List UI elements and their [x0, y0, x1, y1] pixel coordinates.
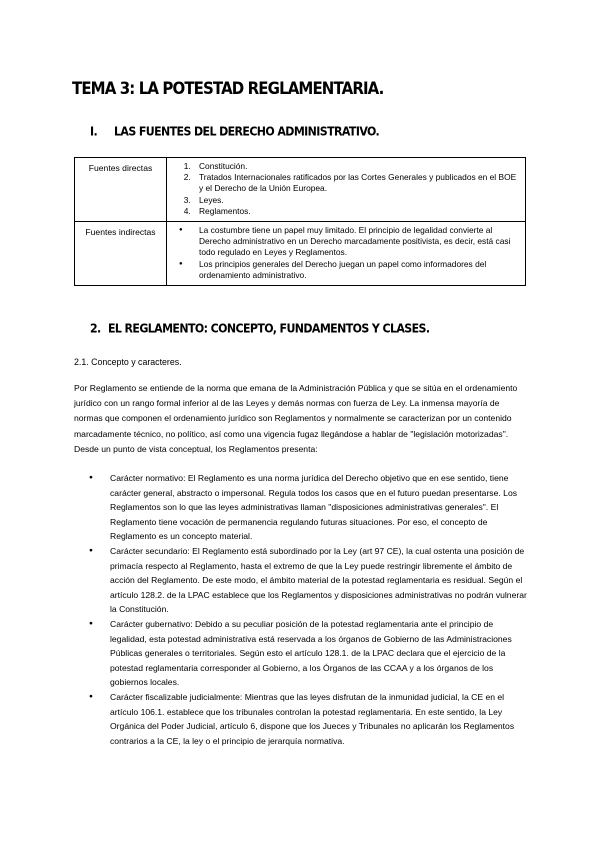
list-item: ● Carácter normativo: El Reglamento es una norma jurídica del Derecho objetivo que en ese sentido, tiene carácter general, abstracto o impersonal. Regula todos los casos que en el futuro puedan presentarse. Los Reglamentos son lo que las leyes administrativas llaman "disposiciones administrativas generales". El Reglamento tiene vocación de permanencia regulando futuras situaciones. Por eso, el concepto de Reglamento es un concepto material. [74, 471, 529, 544]
subsection-heading: 2.1. Concepto y caracteres. [74, 357, 182, 367]
row-label: Fuentes directas [75, 158, 167, 222]
table-row [75, 158, 526, 222]
section-2-number: 2. [90, 321, 101, 336]
list-item: ● Carácter fiscalizable judicialmente: Mientras que las leyes disfrutan de la inmunidad judicial, la CE en el artículo 106.1. establece que los tribunales controlan la potestad reglamentaria. En este sentido, la Ley Orgánica del Poder Judicial, artículo 6, dispone que los Jueces y Tribunales no aplicarán los Reglamentos contrarios a la CE, la ley o el principio de jerarquía normativa. [74, 690, 529, 748]
row-label: Fuentes indirectas [75, 222, 167, 286]
document-title: TEMA 3: LA POTESTAD REGLAMENTARIA. [72, 78, 384, 99]
direct-sources-list [173, 161, 519, 217]
list-item: 4. Reglamentos. [193, 206, 519, 217]
section-1-title: LAS FUENTES DEL DERECHO ADMINISTRATIVO. [114, 124, 380, 139]
row-content [167, 222, 526, 286]
section-1-number: I. [90, 124, 98, 139]
section-2-title: EL REGLAMENTO: CONCEPTO, FUNDAMENTOS Y CLASES. [108, 321, 430, 336]
table-row [75, 222, 526, 286]
characteristics-list [74, 471, 529, 748]
list-item: ● La costumbre tiene un papel muy limitado. El principio de legalidad convierte al Derecho administrativo en un Derecho marcadamente positivista, es decir, está casi todo regulado en Leyes y Reglamentos. [193, 225, 519, 259]
row-content [167, 158, 526, 222]
indirect-sources-list [173, 225, 519, 281]
sources-table [74, 157, 526, 286]
list-item: ● Carácter gubernativo: Debido a su peculiar posición de la potestad reglamentaria ante el principio de legalidad, esta potestad administrativa está reservada a los órganos de Gobierno de las Administraciones Públicas generales o territoriales. Según esto el artículo 128.1. de la LPAC declara que el ejercicio de la potestad reglamentaria corresponder al Gobierno, a los Órganos de las CCAA y a los órganos de los gobiernos locales. [74, 617, 529, 690]
intro-paragraph: Por Reglamento se entiende de la norma que emana de la Administración Pública y que se sitúa en el ordenamiento jurídico con un rango formal inferior al de las Leyes y demás normas con fuerza de Ley. La inmensa mayoría de normas que componen el ordenamiento jurídico son Reglamentos y normalmente se caracterizan por un contenido marcadamente técnico, no político, así como una vigencia fugaz llegándose a hablar de "legislación motorizadas". Desde un punto de vista conceptual, los Reglamentos presenta: [74, 383, 518, 454]
list-item: ● Carácter secundario: El Reglamento está subordinado por la Ley (art 97 CE), la cual ostenta una posición de primacía respecto al Reglamento, hasta el extremo de que la Ley puede restringir libremente el ámbito de acción del Reglamento. De este modo, el ámbito material de la potestad reglamentaria es residual. Según el artículo 128.2. de la LPAC establece que los Reglamentos y disposiciones administrativas no podrán vulnerar la Constitución. [74, 544, 529, 617]
section-1-heading [90, 124, 379, 139]
list-item: 2. Tratados Internacionales ratificados por las Cortes Generales y publicados en el BOE y el Derecho de la Unión Europea. [193, 172, 519, 194]
list-item: 3. Leyes. [193, 195, 519, 206]
list-item: ● Los principios generales del Derecho juegan un papel como informadores del ordenamiento administrativo. [193, 259, 519, 281]
section-2-heading [90, 321, 429, 336]
list-item: 1. Constitución. [193, 161, 519, 172]
